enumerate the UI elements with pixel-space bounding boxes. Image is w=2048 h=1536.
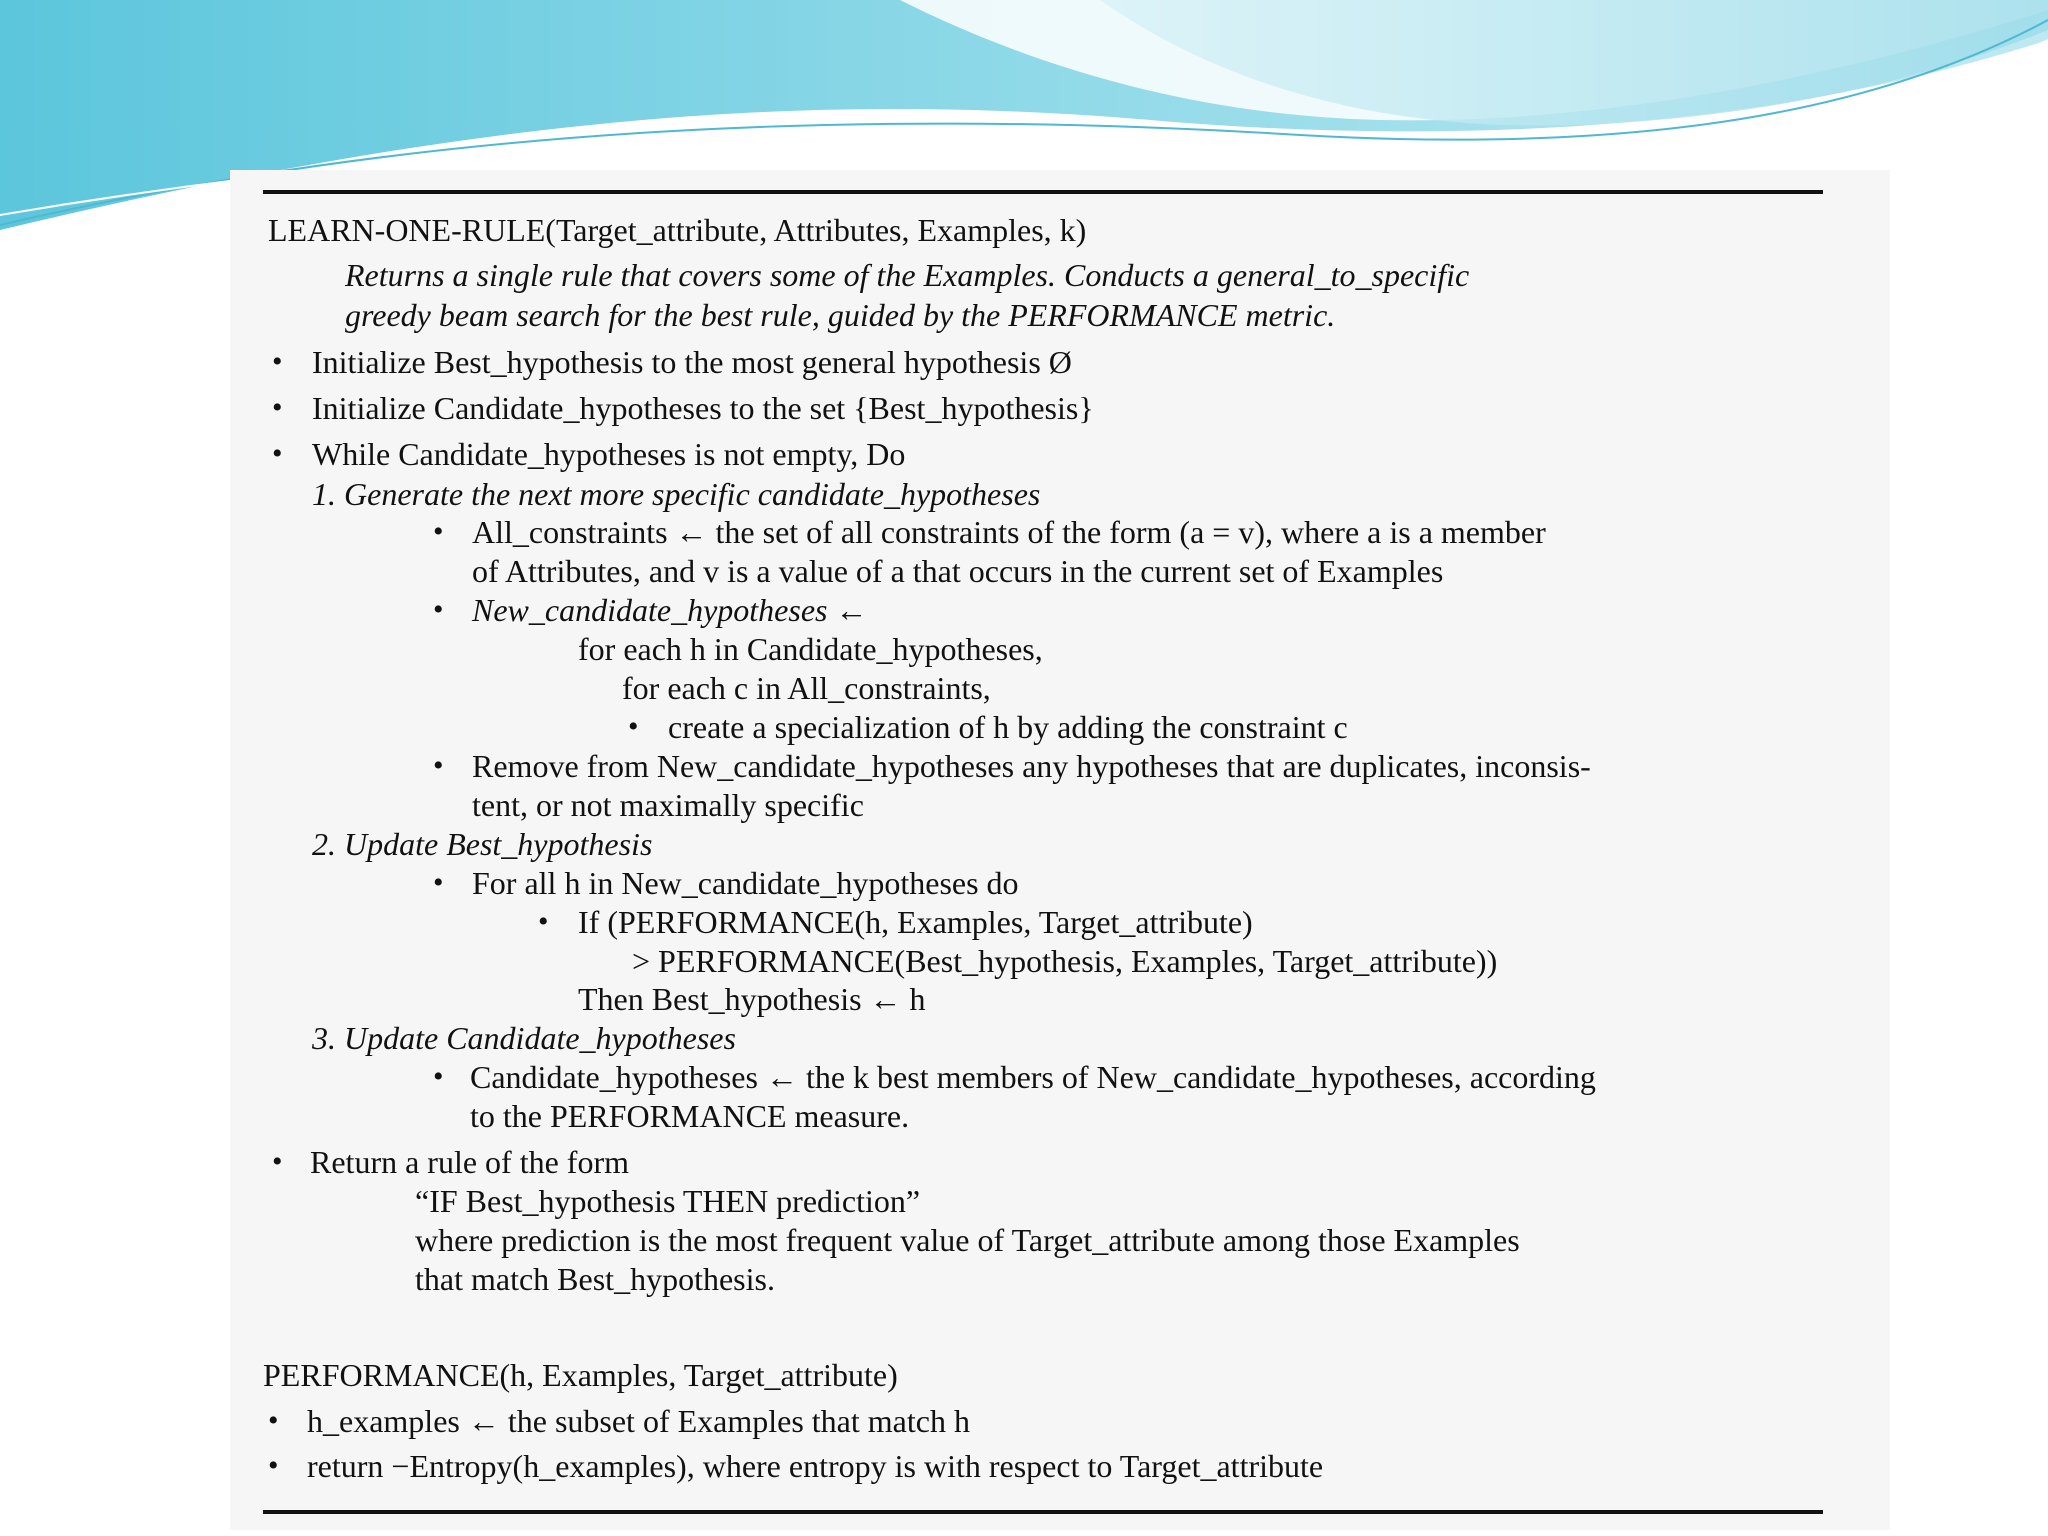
bullet-icon: • [433,515,444,548]
bullet-icon: • [268,1449,279,1482]
substep-2-heading: 2. Update Best_hypothesis [312,826,653,862]
top-rule [263,190,1823,194]
step-initialize-best: Initialize Best_hypothesis to the most general hypothesis Ø [312,344,1072,380]
bullet-icon: • [268,1404,279,1437]
then-assign-line: Then Best_hypothesis ← h [578,981,926,1017]
substep-3-heading: 3. Update Candidate_hypotheses [312,1020,736,1056]
h-examples-line: h_examples ← the subset of Examples that match h [307,1403,970,1439]
candidate-update-line-2: to the PERFORMANCE measure. [470,1098,910,1134]
bullet-icon: • [272,345,283,378]
prediction-definition-line-2: that match Best_hypothesis. [415,1261,775,1297]
candidate-update-line-1: Candidate_hypotheses ← the k best members of New_candidate_hypotheses, according [470,1059,1596,1095]
return-rule-line: Return a rule of the form [310,1144,629,1180]
for-all-h-line: For all h in New_candidate_hypotheses do [472,865,1019,901]
for-each-c-line: for each c in All_constraints, [622,670,991,706]
performance-signature: PERFORMANCE(h, Examples, Target_attribute) [263,1357,898,1393]
return-entropy-line: return −Entropy(h_examples), where entropy is with respect to Target_attribute [307,1448,1324,1484]
all-constraints-line-1: All_constraints ← the set of all constraints of the form (a = v), where a is a member [472,514,1546,550]
bullet-icon: • [272,391,283,424]
if-then-rule-line: “IF Best_hypothesis THEN prediction” [415,1183,921,1219]
remove-duplicates-line-1: Remove from New_candidate_hypotheses any hypotheses that are duplicates, inconsis- [472,748,1591,784]
bullet-icon: • [433,1060,444,1093]
bullet-icon: • [433,866,444,899]
substep-1-heading: 1. Generate the next more specific candidate_hypotheses [312,476,1041,512]
for-each-h-line: for each h in Candidate_hypotheses, [578,631,1043,667]
new-candidates-assignment: New_candidate_hypotheses ← [472,592,868,628]
bullet-icon: • [433,593,444,626]
bullet-icon: • [272,1145,283,1178]
bullet-icon: • [538,905,549,938]
remove-duplicates-line-2: tent, or not maximally specific [472,787,864,823]
step-while-loop: While Candidate_hypotheses is not empty, Do [312,436,906,472]
prediction-definition-line-1: where prediction is the most frequent value of Target_attribute among those Examples [415,1222,1520,1258]
greater-than-performance-line: > PERFORMANCE(Best_hypothesis, Examples, Target_attribute)) [632,943,1498,979]
description-line-1: Returns a single rule that covers some of the Examples. Conducts a general_to_specific [345,257,1470,293]
step-initialize-candidates: Initialize Candidate_hypotheses to the set {Best_hypothesis} [312,390,1094,426]
bullet-icon: • [628,710,639,743]
bullet-icon: • [433,749,444,782]
bottom-rule [263,1510,1823,1514]
if-performance-line: If (PERFORMANCE(h, Examples, Target_attribute) [578,904,1253,940]
learn-one-rule-signature: LEARN-ONE-RULE(Target_attribute, Attributes, Examples, k) [268,212,1087,248]
create-specialization-line: create a specialization of h by adding the constraint c [668,709,1348,745]
bullet-icon: • [272,437,283,470]
all-constraints-line-2: of Attributes, and v is a value of a that occurs in the current set of Examples [472,553,1444,589]
description-line-2: greedy beam search for the best rule, guided by the PERFORMANCE metric. [345,297,1336,333]
